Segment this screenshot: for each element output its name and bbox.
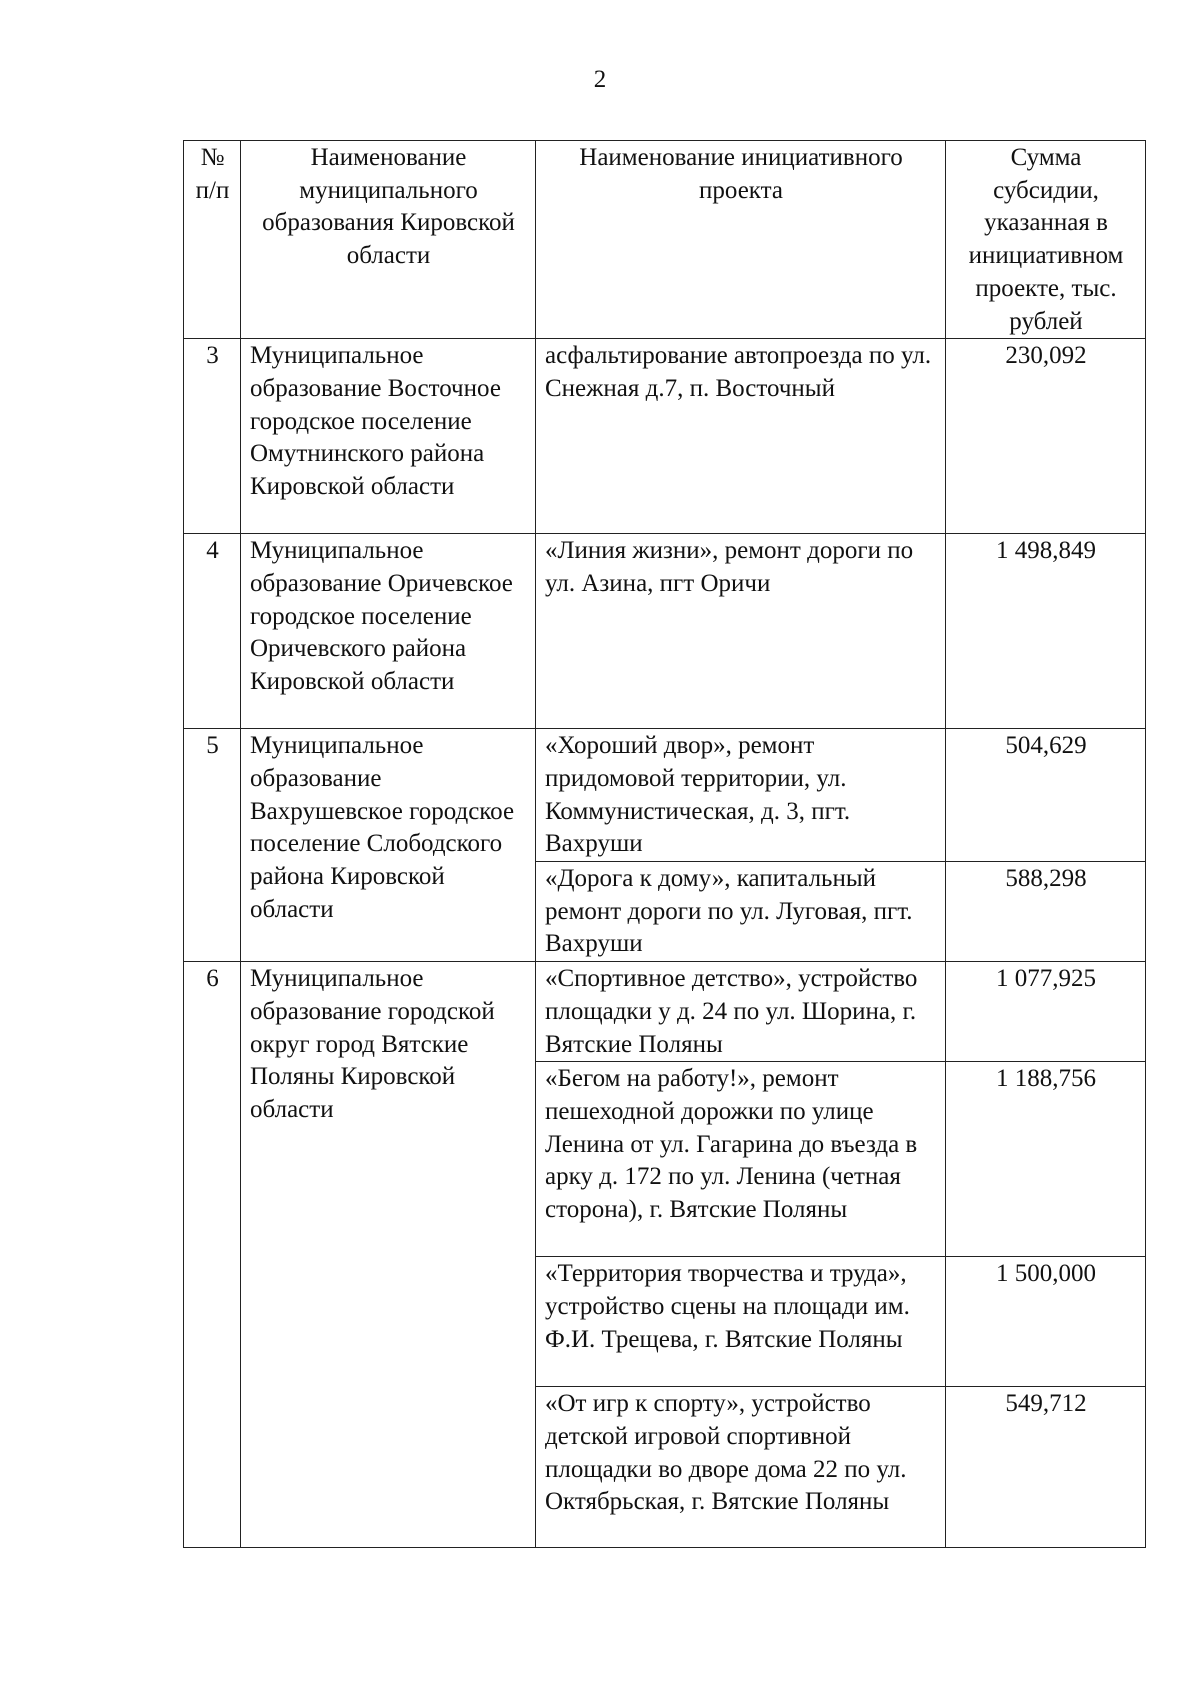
project-cell: «Территория творчества и труда», устройство сцены на площади им. Ф.И. Трещева, г. Вятские Поляны <box>536 1257 946 1387</box>
project-cell: «Дорога к дому», капитальный ремонт дороги по ул. Луговая, пгт. Вахруши <box>536 862 946 962</box>
project-cell: «Линия жизни», ремонт дороги по ул. Азина, пгт Оричи <box>536 534 946 729</box>
header-municipality: Наименование муниципального образования Кировской области <box>241 141 536 339</box>
project-cell: асфальтирование автопроезда по ул. Снежная д.7, п. Восточный <box>536 339 946 534</box>
sum-cell: 1 498,849 <box>946 534 1146 729</box>
project-cell: «Спортивное детство», устройство площадки у д. 24 по ул. Шорина, г. Вятские Поляны <box>536 962 946 1062</box>
header-sum: Сумма субсидии, указанная в инициативном проекте, тыс. рублей <box>946 141 1146 339</box>
sum-cell: 549,712 <box>946 1387 1146 1548</box>
header-project: Наименование инициативного проекта <box>536 141 946 339</box>
municipality-cell: Муниципальное образование Восточное городское поселение Омутнинского района Кировской области <box>241 339 536 534</box>
sum-cell: 230,092 <box>946 339 1146 534</box>
table-header-row <box>184 141 1146 339</box>
row-number: 5 <box>184 729 241 962</box>
project-cell: «От игр к спорту», устройство детской игровой спортивной площадки во дворе дома 22 по ул. Октябрьская, г. Вятские Поляны <box>536 1387 946 1548</box>
page-number: 2 <box>593 66 607 93</box>
project-cell: «Бегом на работу!», ремонт пешеходной дорожки по улице Ленина от ул. Гагарина до въезда в арку д. 172 по ул. Ленина (четная сторона), г. Вятские Поляны <box>536 1062 946 1257</box>
row-number: 3 <box>184 339 241 534</box>
row-number: 4 <box>184 534 241 729</box>
sum-cell: 588,298 <box>946 862 1146 962</box>
sum-cell: 1 500,000 <box>946 1257 1146 1387</box>
municipality-cell: Муниципальное образование Оричевское городское поселение Оричевского района Кировской области <box>241 534 536 729</box>
project-cell: «Хороший двор», ремонт придомовой территории, ул. Коммунистическая, д. 3, пгт. Вахруши <box>536 729 946 862</box>
table-row <box>184 962 1146 1062</box>
table-row <box>184 534 1146 729</box>
sum-cell: 1 077,925 <box>946 962 1146 1062</box>
table-row <box>184 339 1146 534</box>
municipality-cell: Муниципальное образование Вахрушевское городское поселение Слободского района Кировской области <box>241 729 536 962</box>
header-num: № п/п <box>184 141 241 339</box>
sum-cell: 1 188,756 <box>946 1062 1146 1257</box>
municipality-cell: Муниципальное образование городской округ город Вятские Поляны Кировской области <box>241 962 536 1548</box>
sum-cell: 504,629 <box>946 729 1146 862</box>
table-row <box>184 729 1146 862</box>
subsidy-table <box>183 140 1146 1548</box>
row-number: 6 <box>184 962 241 1548</box>
